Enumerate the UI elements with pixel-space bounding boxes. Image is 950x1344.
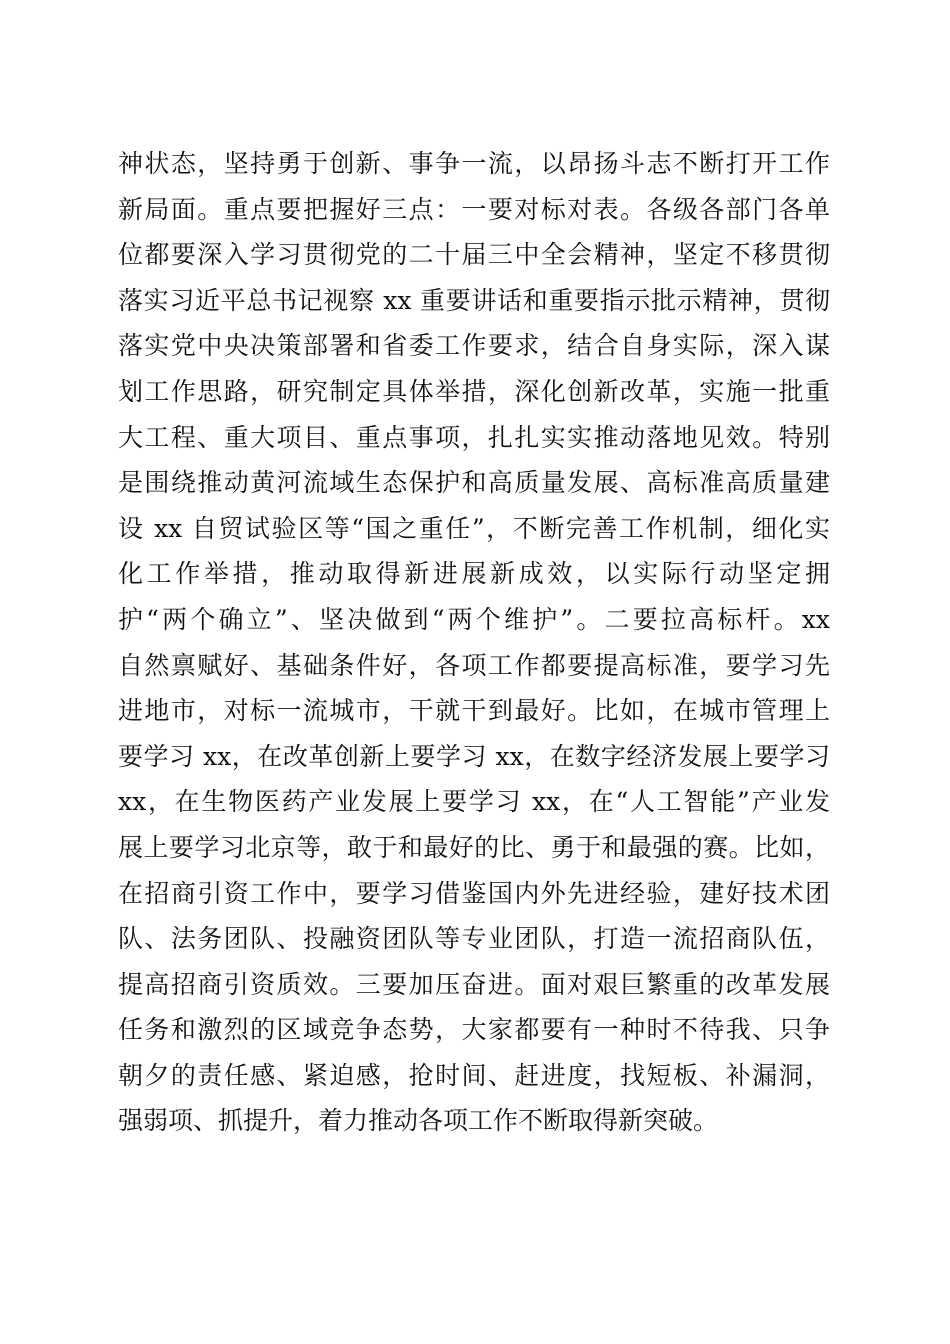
text-line-19: 提高招商引资质效。三要加压奋进。面对艰巨繁重的改革发展 xyxy=(118,969,830,999)
text-line-22: 强弱项、抓提升，着力推动各项工作不断取得新突破。 xyxy=(118,1106,719,1136)
text-line-10: 化工作举措，推动取得新进展新成效，以实际行动坚定拥 xyxy=(118,559,830,589)
text-line-11: 护“两个确立”、坚决做到“两个维护”。二要拉高标杆。xx xyxy=(118,604,830,634)
text-line-7: 大工程、重大项目、重点事项，扎扎实实推动落地见效。特别 xyxy=(118,422,830,452)
text-line-9: 设 xx 自贸试验区等“国之重任”，不断完善工作机制，细化实 xyxy=(118,513,830,543)
text-line-18: 队、法务团队、投融资团队等专业团队，打造一流招商队伍， xyxy=(118,924,830,954)
text-line-20: 任务和激烈的区域竞争态势，大家都要有一种时不待我、只争 xyxy=(118,1015,830,1045)
text-line-8: 是围绕推动黄河流域生态保护和高质量发展、高标准高质量建 xyxy=(118,468,830,498)
text-line-13: 进地市，对标一流城市，干就干到最好。比如，在城市管理上 xyxy=(118,696,830,726)
text-line-5: 落实党中央决策部署和省委工作要求，结合自身实际，深入谋 xyxy=(118,331,830,361)
text-line-6: 划工作思路，研究制定具体举措，深化创新改革，实施一批重 xyxy=(118,376,830,406)
text-line-2: 新局面。重点要把握好三点：一要对标对表。各级各部门各单 xyxy=(118,194,830,224)
body-paragraph xyxy=(118,141,830,1144)
text-line-4: 落实习近平总书记视察 xx 重要讲话和重要指示批示精神，贯彻 xyxy=(118,285,830,315)
text-line-12: 自然禀赋好、基础条件好，各项工作都要提高标准，要学习先 xyxy=(118,650,830,680)
text-line-3: 位都要深入学习贯彻党的二十届三中全会精神，坚定不移贯彻 xyxy=(118,240,830,270)
text-line-14: 要学习 xx，在改革创新上要学习 xx，在数字经济发展上要学习 xyxy=(118,741,830,771)
text-line-15: xx，在生物医药产业发展上要学习 xx，在“人工智能”产业发 xyxy=(118,787,830,817)
text-line-1: 神状态，坚持勇于创新、事争一流，以昂扬斗志不断打开工作 xyxy=(118,149,830,178)
text-line-17: 在招商引资工作中，要学习借鉴国内外先进经验，建好技术团 xyxy=(118,878,830,908)
text-line-16: 展上要学习北京等，敢于和最好的比、勇于和最强的赛。比如， xyxy=(118,832,830,862)
text-line-21: 朝夕的责任感、紧迫感，抢时间、赶进度，找短板、补漏洞， xyxy=(118,1060,830,1090)
